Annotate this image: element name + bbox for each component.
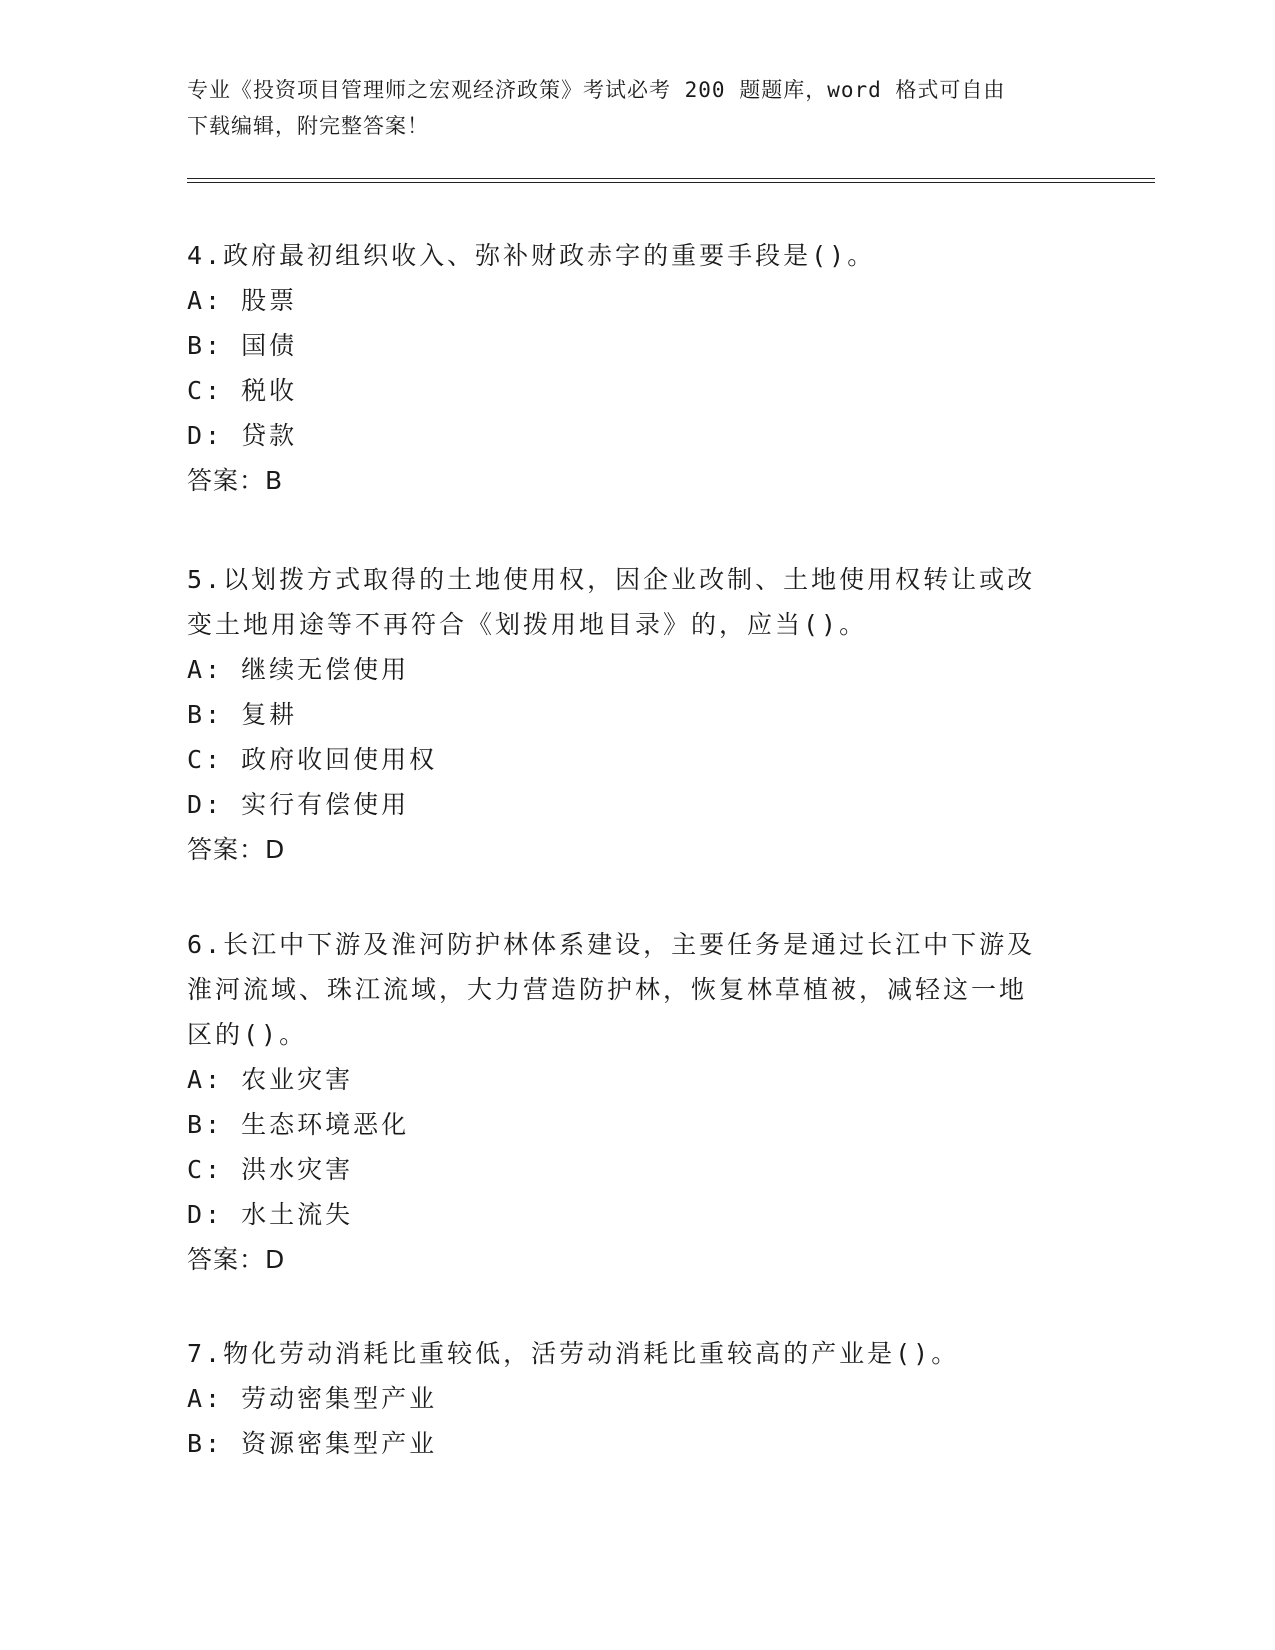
question-stem: 5.以划拨方式取得的土地使用权，因企业改制、土地使用权转让或改 xyxy=(187,565,1036,594)
option-a: A: 股票 xyxy=(187,286,298,315)
question-stem: 4.政府最初组织收入、弥补财政赤字的重要手段是()。 xyxy=(187,241,876,270)
question-stem: 6.长江中下游及淮河防护林体系建设，主要任务是通过长江中下游及 xyxy=(187,930,1036,959)
option-b: B: 资源密集型产业 xyxy=(187,1429,438,1458)
option-d: D: 水土流失 xyxy=(187,1200,354,1229)
option-a: A: 继续无偿使用 xyxy=(187,655,410,684)
document-header xyxy=(187,72,1067,144)
option-a: A: 农业灾害 xyxy=(187,1065,354,1094)
option-b: B: 国债 xyxy=(187,331,298,360)
answer-label: 答案：B xyxy=(187,466,284,495)
answer-label: 答案：D xyxy=(187,1245,286,1274)
question-stem: 区的()。 xyxy=(187,1020,308,1049)
option-c: C: 税收 xyxy=(187,376,298,405)
question-stem: 淮河流域、珠江流域，大力营造防护林，恢复林草植被，减轻这一地 xyxy=(187,975,1028,1004)
header-divider-bottom xyxy=(187,182,1155,183)
question-stem: 变土地用途等不再符合《划拨用地目录》的，应当()。 xyxy=(187,610,868,639)
option-d: D: 实行有偿使用 xyxy=(187,790,410,819)
option-c: C: 洪水灾害 xyxy=(187,1155,354,1184)
header-line-2: 下载编辑，附完整答案！ xyxy=(187,114,429,138)
option-c: C: 政府收回使用权 xyxy=(187,745,438,774)
answer-label: 答案：D xyxy=(187,835,286,864)
option-b: B: 生态环境恶化 xyxy=(187,1110,410,1139)
option-d: D: 贷款 xyxy=(187,421,298,450)
question-7 xyxy=(187,1331,1067,1466)
option-b: B: 复耕 xyxy=(187,700,298,729)
header-line-1: 专业《投资项目管理师之宏观经济政策》考试必考 200 题题库，word 格式可自由 xyxy=(187,78,1006,102)
question-6 xyxy=(187,922,1067,1282)
option-a: A: 劳动密集型产业 xyxy=(187,1384,438,1413)
header-divider-top xyxy=(187,178,1155,179)
question-5 xyxy=(187,557,1067,872)
question-stem: 7.物化劳动消耗比重较低，活劳动消耗比重较高的产业是()。 xyxy=(187,1339,960,1368)
question-4 xyxy=(187,233,1067,503)
